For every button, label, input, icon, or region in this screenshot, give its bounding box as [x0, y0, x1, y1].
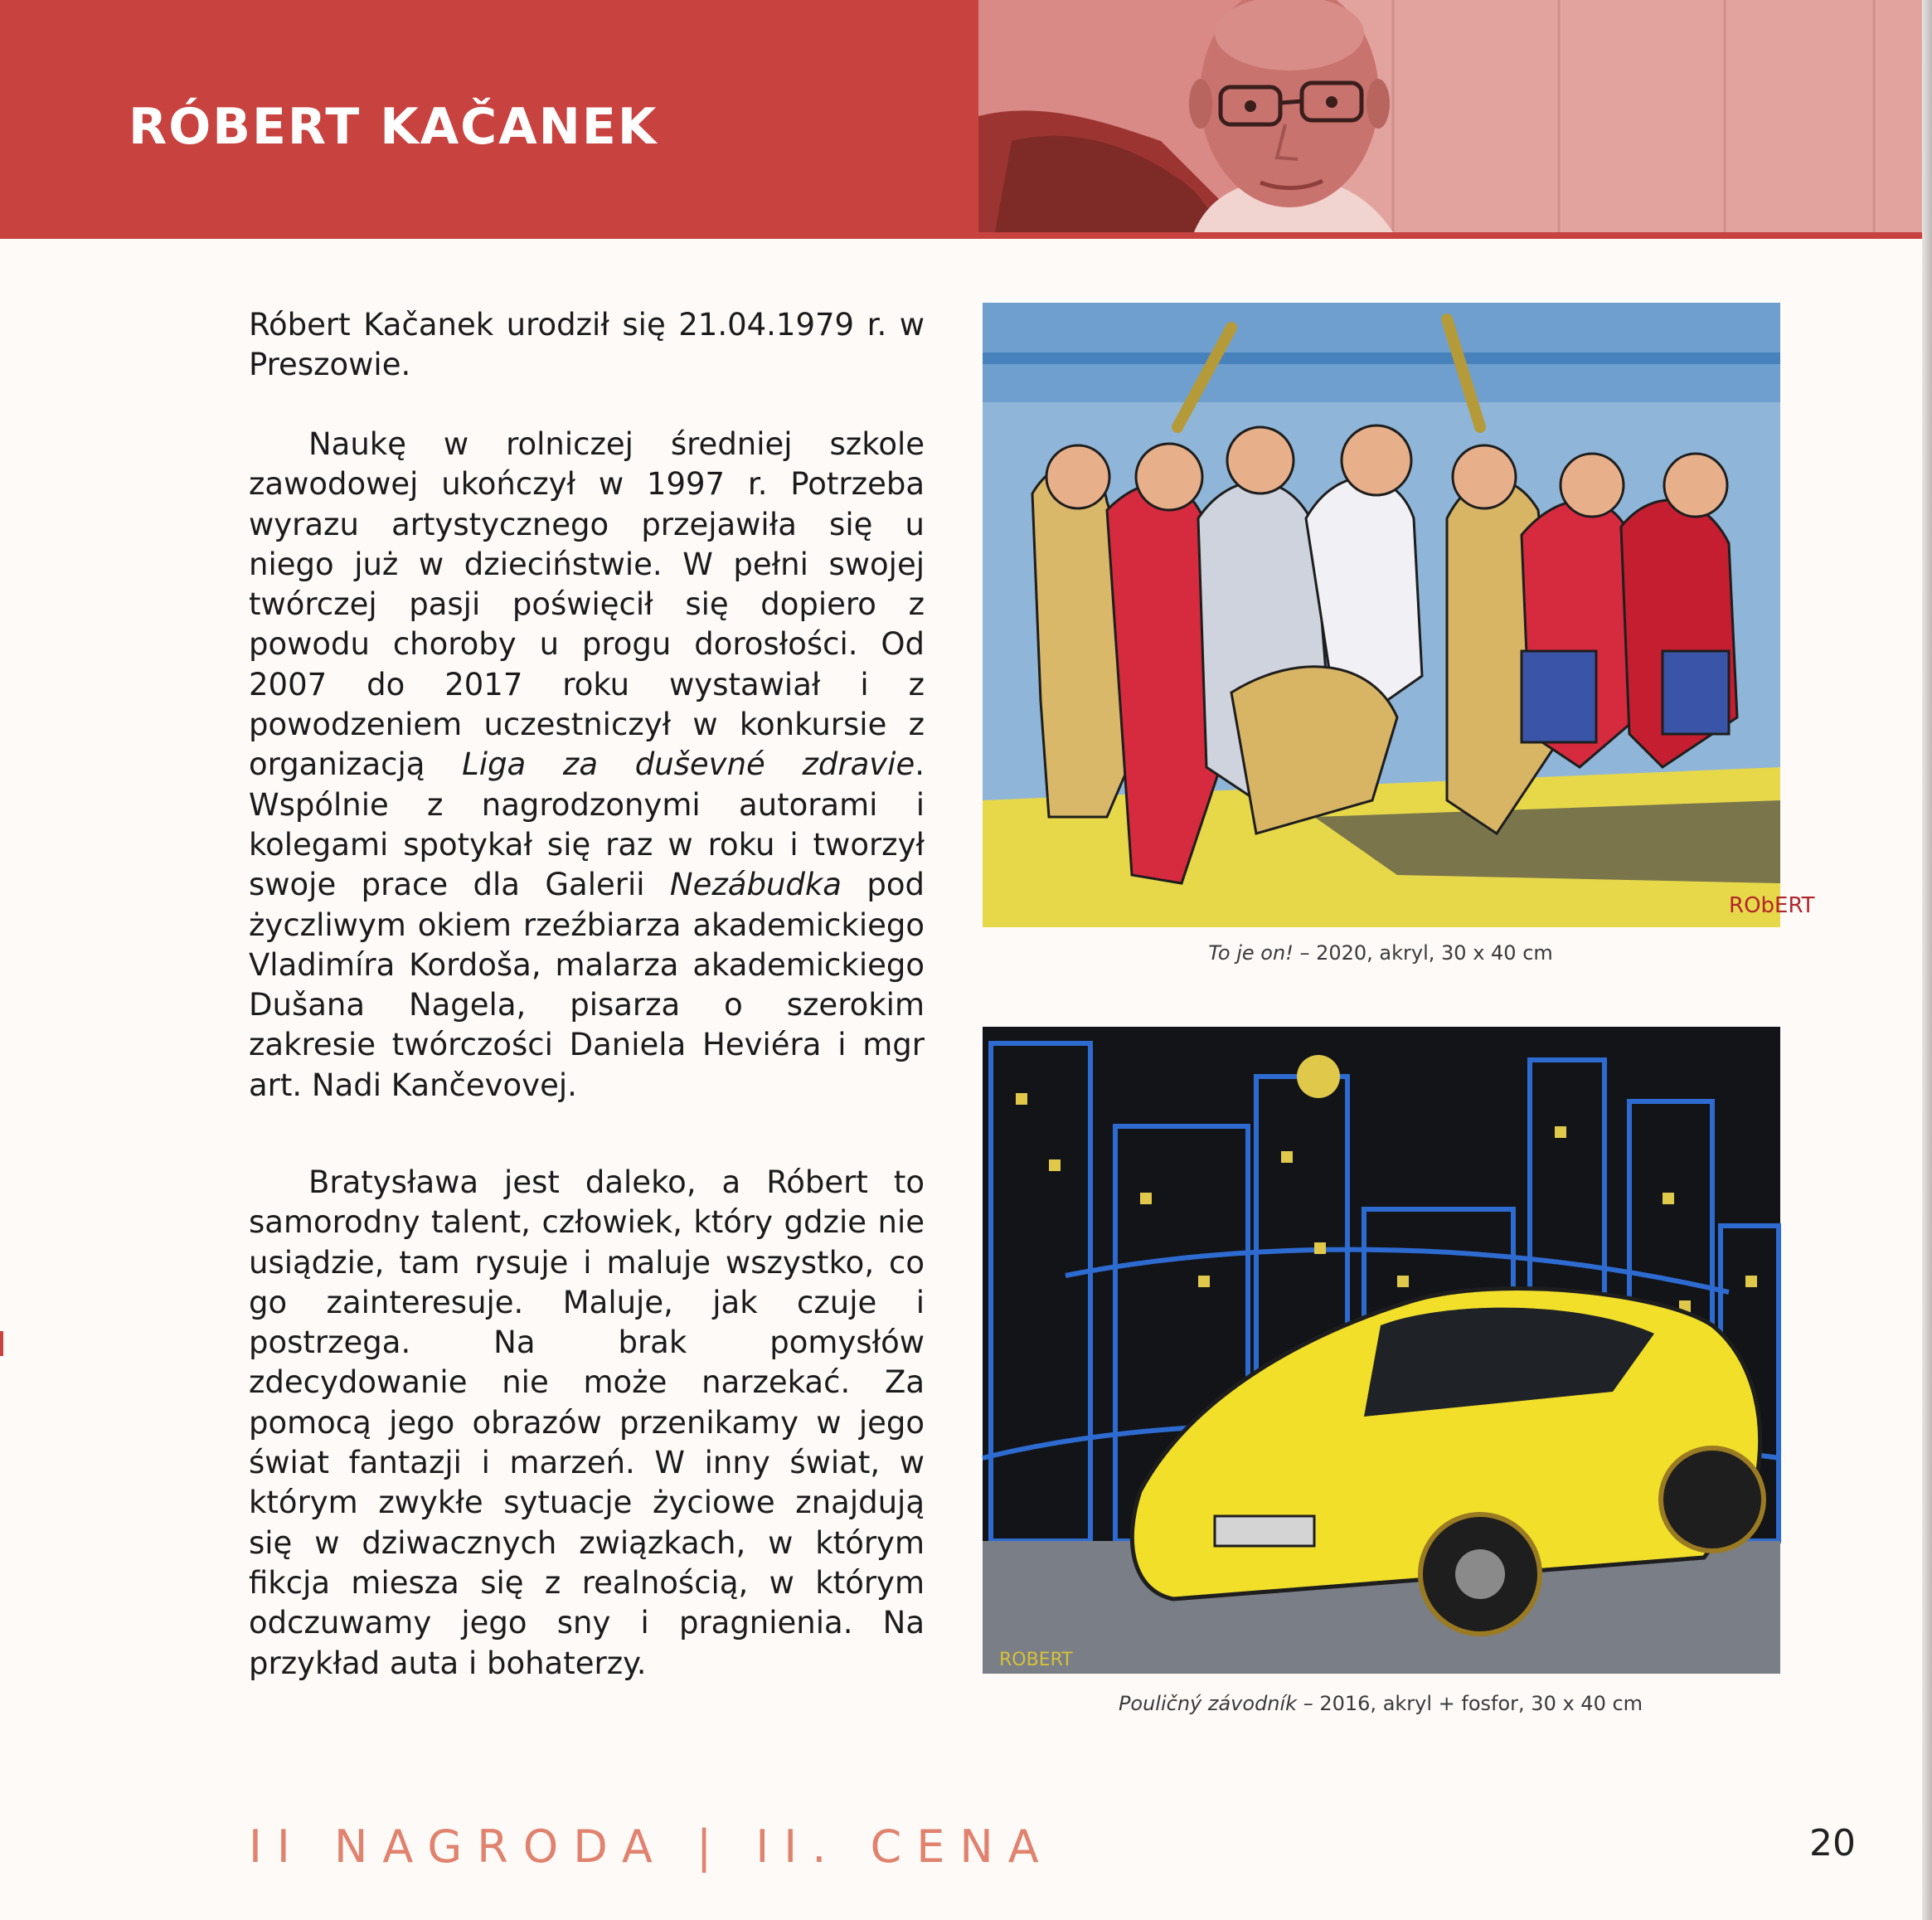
page-edge — [1922, 0, 1932, 1920]
bio-text-2b: . Wspólnie z nagrodzonymi autorami i kolegami spotykał się raz w roku i tworzył swoje prace dla Galerii — [249, 746, 925, 903]
artwork-2-title: Pouličný závodník — [1118, 1692, 1298, 1715]
page-number: 20 — [1809, 1822, 1856, 1864]
artwork-1-signature: RObERT — [1729, 893, 1815, 918]
edge-mark — [0, 1331, 3, 1356]
bio-text-2a: Naukę w rolniczej średniej szkole zawodowej ukończył w 1997 r. Potrzeba wyrazu artystycznego przejawiła się u niego już w dzieciństwie. W pełni swojej twórczej pasji poświęcił się dopiero z powodu choroby u progu dorosłości. Od 2007 do 2017 roku wystawiał i z powodzeniem uczestniczył w konkursie z organizacją — [249, 426, 925, 783]
bio-text-2c: pod życzliwym okiem rzeźbiarza akademickiego Vladimíra Kordoša, malarza akademickiego Dušana Nagela, pisarza o szerokim zakresie twórczości Daniela Heviéra i mgr art. Nadi Kančevovej. — [249, 867, 925, 1103]
artwork-2-signature: ROBERT — [999, 1650, 1073, 1670]
artwork-caption-2 — [983, 1692, 1779, 1715]
artist-portrait — [978, 0, 1932, 232]
artwork-image-1 — [983, 303, 1815, 927]
bio-paragraph-1 — [249, 305, 925, 386]
artwork-1-details: – 2020, akryl, 30 x 40 cm — [1293, 941, 1553, 965]
artwork-2-details: – 2016, akryl + fosfor, 30 x 40 cm — [1297, 1692, 1643, 1715]
bio-paragraph-3 — [249, 1163, 925, 1684]
award-label: II NAGRODA | II. CENA — [249, 1820, 1054, 1873]
organization-name: Liga za duševné zdravie — [462, 746, 915, 783]
bio-paragraph-2 — [249, 425, 925, 1106]
artwork-1-title: To je on! — [1208, 941, 1294, 965]
artist-name-heading: RÓBERT KAČANEK — [129, 98, 658, 156]
artwork-image-2 — [983, 1027, 1780, 1674]
bio-text-1: Róbert Kačanek urodził się 21.04.1979 r. w Preszowie. — [249, 307, 925, 383]
artwork-caption-1 — [983, 941, 1779, 965]
bio-text-3: Bratysława jest daleko, a Róbert to samorodny talent, człowiek, który gdzie nie usiądzie, tam rysuje i maluje wszystko, co go zainteresuje. Maluje, jak czuje i postrzega. Na brak pomysłów zdecydowanie nie może narzekać. Za pomocą jego obrazów przenikamy w jego świat fantazji i marzeń. W inny świat, w którym zwykłe sytuacje życiowe znajdują się w dziwacznych związkach, w którym fikcja miesza się z realnością, w którym odczuwamy jego sny i pragnienia. Na przykład auta i bohaterzy. — [249, 1164, 925, 1681]
gallery-name: Nezábudka — [669, 867, 842, 903]
